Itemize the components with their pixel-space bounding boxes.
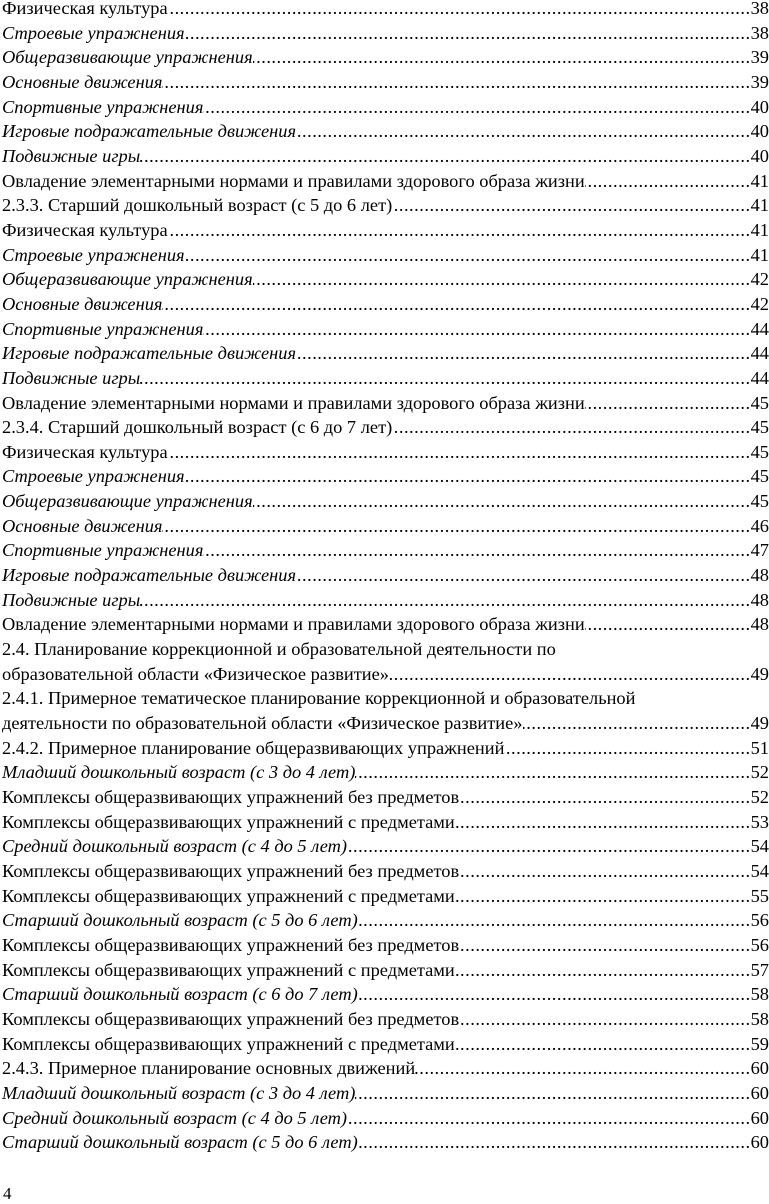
toc-entry-title: Средний дошкольный возраст (с 4 до 5 лет)	[2, 836, 348, 857]
toc-entry-title: Игровые подражательные движения	[2, 121, 297, 142]
dot-leader	[358, 1130, 751, 1155]
dot-leader	[585, 612, 751, 637]
toc-entry[interactable]	[2, 440, 769, 465]
table-of-contents	[2, 0, 769, 1155]
dot-leader	[459, 933, 750, 958]
toc-entry[interactable]	[2, 859, 769, 884]
toc-entry[interactable]	[2, 144, 769, 169]
toc-entry-page: 45	[750, 491, 769, 512]
toc-entry[interactable]	[2, 193, 769, 218]
dot-leader	[185, 243, 751, 268]
toc-entry-title: Комплексы общеразвивающих упражнений без предметов	[2, 934, 460, 955]
dot-leader	[253, 267, 751, 292]
dot-leader	[523, 711, 751, 736]
dot-leader	[455, 958, 751, 983]
toc-entry-title: 2.3.4. Старший дошкольный возраст (с 6 до 7 лет)	[2, 417, 393, 438]
toc-entry-page: 48	[750, 565, 769, 586]
toc-entry[interactable]	[2, 341, 769, 366]
toc-entry-page: 39	[750, 47, 769, 68]
toc-entry-title: Строевые упражнения	[2, 22, 185, 43]
toc-entry-title: 2.3.3. Старший дошкольный возраст (с 5 до 6 лет)	[2, 195, 393, 216]
toc-entry[interactable]	[2, 243, 769, 268]
toc-entry-title: Спортивные упражнения	[2, 318, 204, 339]
toc-entry-title: деятельности по образовательной области «Физическое развитие»	[2, 713, 523, 734]
toc-entry-page: 38	[750, 22, 769, 43]
toc-entry-title: Комплексы общеразвивающих упражнений без предметов	[2, 1008, 460, 1029]
toc-entry-title: 2.4.1. Примерное тематическое планирование коррекционной и образовательной	[2, 688, 636, 709]
toc-entry[interactable]	[2, 884, 769, 909]
toc-entry-page: 44	[750, 343, 769, 364]
dot-leader	[296, 563, 751, 588]
dot-leader	[162, 292, 750, 317]
toc-entry-page: 40	[750, 145, 769, 166]
dot-leader	[459, 785, 750, 810]
toc-entry-title: Строевые упражнения	[2, 466, 185, 487]
toc-entry-title: образовательной области «Физическое развитие»	[2, 663, 389, 684]
toc-entry-page: 44	[750, 318, 769, 339]
toc-entry-page: 45	[750, 392, 769, 413]
toc-entry-title: Комплексы общеразвивающих упражнений с предметами	[2, 1033, 455, 1054]
toc-entry-title: Физическая культура	[2, 0, 168, 18]
toc-entry-title: Физическая культура	[2, 441, 168, 462]
toc-entry-title: Игровые подражательные движения	[2, 565, 297, 586]
dot-leader	[168, 218, 751, 243]
dot-leader	[355, 1081, 750, 1106]
toc-entry-page: 49	[750, 663, 769, 684]
toc-entry-page: 51	[750, 737, 769, 758]
dot-leader	[459, 1007, 750, 1032]
toc-entry-page: 55	[750, 885, 769, 906]
toc-entry[interactable]	[2, 1106, 769, 1131]
toc-entry-page: 45	[750, 441, 769, 462]
toc-entry[interactable]	[2, 662, 769, 687]
dot-leader	[585, 169, 751, 194]
toc-entry[interactable]	[2, 1007, 769, 1032]
toc-entry-title: Средний дошкольный возраст (с 4 до 5 лет)	[2, 1107, 348, 1128]
toc-entry-page: 52	[750, 787, 769, 807]
toc-entry-title: Подвижные игры	[2, 145, 141, 166]
toc-entry-page: 41	[750, 195, 769, 216]
toc-entry-page: 60	[750, 1082, 769, 1103]
dot-leader	[203, 538, 750, 563]
toc-entry[interactable]	[2, 391, 769, 416]
toc-entry-page: 40	[750, 96, 769, 117]
dot-leader	[140, 144, 750, 169]
toc-entry-page: 54	[750, 836, 769, 857]
toc-entry-title: Общеразвивающие упражнения	[2, 47, 253, 68]
toc-entry[interactable]	[2, 464, 769, 489]
toc-entry-title: Комплексы общеразвивающих упражнений без предметов	[2, 787, 460, 807]
dot-leader	[253, 489, 751, 514]
toc-entry-page: 42	[750, 269, 769, 290]
dot-leader	[358, 908, 751, 933]
dot-leader	[296, 119, 751, 144]
toc-entry[interactable]	[2, 0, 769, 21]
toc-entry-page: 41	[750, 170, 769, 191]
toc-entry[interactable]	[2, 169, 769, 194]
dot-leader	[389, 662, 751, 687]
dot-leader	[168, 0, 751, 21]
toc-entry-title: Старший дошкольный возраст (с 5 до 6 лет)	[2, 1132, 358, 1153]
toc-entry-page: 58	[750, 984, 769, 1005]
toc-entry-title: Спортивные упражнения	[2, 96, 204, 117]
toc-entry-title: Физическая культура	[2, 219, 168, 240]
toc-entry-first-line[interactable]	[2, 686, 769, 711]
toc-entry-title: Комплексы общеразвивающих упражнений с предметами	[2, 959, 455, 980]
toc-entry-page: 60	[750, 1132, 769, 1153]
toc-entry[interactable]	[2, 292, 769, 317]
dot-leader	[296, 341, 751, 366]
toc-entry[interactable]	[2, 612, 769, 637]
toc-entry[interactable]	[2, 933, 769, 958]
toc-entry[interactable]	[2, 736, 769, 761]
toc-entry[interactable]	[2, 760, 769, 785]
toc-entry[interactable]	[2, 785, 769, 810]
toc-entry-title: Игровые подражательные движения	[2, 343, 297, 364]
toc-entry[interactable]	[2, 1056, 769, 1081]
toc-entry[interactable]	[2, 317, 769, 342]
dot-leader	[504, 736, 750, 761]
toc-entry-page: 45	[750, 417, 769, 438]
toc-entry[interactable]	[2, 810, 769, 835]
dot-leader	[162, 514, 750, 539]
toc-entry-title: Комплексы общеразвивающих упражнений без предметов	[2, 860, 460, 881]
dot-leader	[459, 859, 750, 884]
toc-entry-title: Старший дошкольный возраст (с 5 до 6 лет)	[2, 910, 358, 931]
toc-entry[interactable]	[2, 563, 769, 588]
toc-entry-page: 60	[750, 1107, 769, 1128]
toc-entry[interactable]	[2, 958, 769, 983]
toc-entry-title: Подвижные игры	[2, 589, 141, 610]
dot-leader	[185, 21, 751, 46]
toc-entry-page: 52	[750, 762, 769, 783]
dot-leader	[203, 95, 750, 120]
toc-entry[interactable]	[2, 45, 769, 70]
toc-entry-page: 58	[750, 1008, 769, 1029]
toc-entry-page: 46	[750, 515, 769, 536]
toc-entry[interactable]	[2, 489, 769, 514]
toc-entry-page: 38	[750, 0, 769, 18]
toc-entry[interactable]	[2, 908, 769, 933]
toc-entry-first-line[interactable]	[2, 637, 769, 662]
toc-entry-page: 60	[750, 1058, 769, 1079]
toc-entry-page: 39	[750, 71, 769, 92]
toc-entry[interactable]	[2, 119, 769, 144]
dot-leader	[253, 45, 751, 70]
toc-entry-page: 41	[750, 219, 769, 240]
dot-leader	[203, 317, 750, 342]
toc-entry[interactable]	[2, 538, 769, 563]
toc-entry-title: Общеразвивающие упражнения	[2, 491, 253, 512]
toc-entry-page: 54	[750, 860, 769, 881]
dot-leader	[168, 440, 751, 465]
toc-entry-page: 57	[750, 959, 769, 980]
toc-entry-page: 56	[750, 910, 769, 931]
toc-entry-page: 45	[750, 466, 769, 487]
toc-entry-page: 44	[750, 367, 769, 388]
toc-entry-title: Овладение элементарными нормами и правилами здорового образа жизни	[2, 170, 585, 191]
page-number: 4	[3, 1184, 12, 1203]
dot-leader	[415, 1056, 750, 1081]
dot-leader	[347, 1106, 751, 1131]
toc-entry-page: 42	[750, 293, 769, 314]
dot-leader	[140, 588, 750, 613]
toc-entry[interactable]	[2, 1130, 769, 1155]
toc-entry-page: 47	[750, 540, 769, 561]
toc-entry-title: Подвижные игры	[2, 367, 141, 388]
dot-leader	[455, 810, 751, 835]
toc-entry[interactable]	[2, 982, 769, 1007]
toc-entry-page: 49	[750, 713, 769, 734]
dot-leader	[347, 834, 751, 859]
toc-entry[interactable]	[2, 1032, 769, 1057]
toc-entry-title: Старший дошкольный возраст (с 6 до 7 лет)	[2, 984, 358, 1005]
toc-entry-title: Общеразвивающие упражнения	[2, 269, 253, 290]
toc-entry[interactable]	[2, 95, 769, 120]
toc-entry[interactable]	[2, 834, 769, 859]
toc-entry[interactable]	[2, 267, 769, 292]
toc-entry-page: 48	[750, 589, 769, 610]
toc-entry-page: 53	[750, 811, 769, 832]
dot-leader	[185, 464, 751, 489]
dot-leader	[162, 70, 750, 95]
toc-entry-page: 59	[750, 1033, 769, 1054]
toc-entry-title: Овладение элементарными нормами и правилами здорового образа жизни	[2, 392, 585, 413]
dot-leader	[358, 982, 751, 1007]
toc-entry-title: 2.4.2. Примерное планирование общеразвивающих упражнений	[2, 737, 505, 758]
dot-leader	[392, 193, 750, 218]
dot-leader	[585, 391, 751, 416]
toc-entry[interactable]	[2, 21, 769, 46]
toc-entry-title: Комплексы общеразвивающих упражнений с предметами	[2, 885, 455, 906]
toc-entry[interactable]	[2, 588, 769, 613]
toc-entry-title: Комплексы общеразвивающих упражнений с предметами	[2, 811, 455, 832]
toc-entry[interactable]	[2, 366, 769, 391]
dot-leader	[355, 760, 750, 785]
dot-leader	[455, 884, 751, 909]
toc-entry[interactable]	[2, 218, 769, 243]
toc-entry-page: 56	[750, 934, 769, 955]
toc-entry[interactable]	[2, 1081, 769, 1106]
toc-entry-title: Овладение элементарными нормами и правилами здорового образа жизни	[2, 614, 585, 635]
toc-entry-title: Основные движения	[2, 71, 163, 92]
toc-entry-title: Основные движения	[2, 515, 163, 536]
toc-entry[interactable]	[2, 514, 769, 539]
toc-entry-title: 2.4.3. Примерное планирование основных движений	[2, 1058, 416, 1079]
toc-entry-title: 2.4. Планирование коррекционной и образовательной деятельности по	[2, 639, 556, 660]
toc-entry-title: Младший дошкольный возраст (с 3 до 4 лет)	[2, 762, 356, 783]
toc-entry-title: Строевые упражнения	[2, 244, 185, 265]
dot-leader	[392, 415, 750, 440]
toc-entry[interactable]	[2, 70, 769, 95]
toc-entry-title: Младший дошкольный возраст (с 3 до 4 лет)	[2, 1082, 356, 1103]
toc-entry[interactable]	[2, 711, 769, 736]
toc-entry-page: 41	[750, 244, 769, 265]
toc-entry-title: Основные движения	[2, 293, 163, 314]
toc-entry-page: 40	[750, 121, 769, 142]
dot-leader	[455, 1032, 751, 1057]
toc-entry[interactable]	[2, 415, 769, 440]
dot-leader	[140, 366, 750, 391]
toc-entry-page: 48	[750, 614, 769, 635]
toc-entry-title: Спортивные упражнения	[2, 540, 204, 561]
